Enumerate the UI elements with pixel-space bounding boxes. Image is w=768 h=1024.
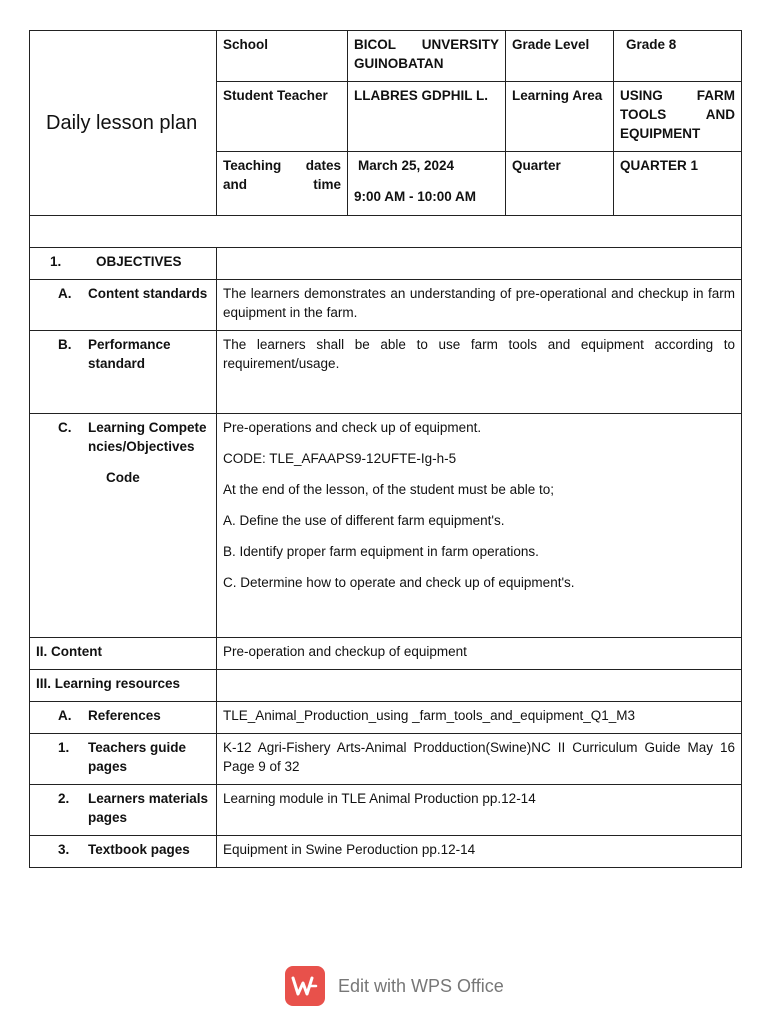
competencies-label: Learning Competencies/Objectives <box>88 420 207 454</box>
learners-materials-text: Learning module in TLE Animal Production pp.12-14 <box>217 785 742 836</box>
competency-line: B. Identify proper farm equipment in farm operations. <box>223 544 539 559</box>
teacher-value: LLABRES GDPHIL L. <box>348 82 506 152</box>
competencies-text-cell <box>217 414 742 638</box>
learners-materials-label: Learners materials pages <box>88 791 209 825</box>
grade-value: Grade 8 <box>614 31 742 82</box>
spacer-row <box>30 216 742 248</box>
teacher-label: Student Teacher <box>217 82 348 152</box>
objectives-num: 1. <box>50 254 62 269</box>
learners-materials-label-cell <box>30 785 217 836</box>
objectives-empty <box>217 248 742 280</box>
wps-edit-label[interactable]: Edit with WPS Office <box>338 975 504 996</box>
competency-code-line: CODE: TLE_AFAAPS9-12UFTE-Ig-h-5 <box>223 451 457 466</box>
area-value: USING FARM TOOLS AND EQUIPMENT <box>614 82 742 152</box>
content-standards-label-cell <box>30 280 217 331</box>
textbook-label-cell <box>30 836 217 868</box>
competency-line: C. Determine how to operate and check up of equipment's. <box>223 575 575 590</box>
teachers-guide-label-cell <box>30 734 217 785</box>
performance-standard-label-cell <box>30 331 217 414</box>
teachers-guide-num: 1. <box>58 740 70 755</box>
performance-standard-label: Performance standard <box>88 337 171 371</box>
competency-line: At the end of the lesson, of the student must be able to; <box>223 482 554 497</box>
objectives-label-cell <box>30 248 217 280</box>
objectives-label: OBJECTIVES <box>96 254 182 269</box>
content-standards-letter: A. <box>58 286 72 301</box>
content-standards-label: Content standards <box>88 286 208 301</box>
performance-standard-letter: B. <box>58 337 72 352</box>
competencies-label-cell <box>30 414 217 638</box>
competency-line: A. Define the use of different farm equipment's. <box>223 513 505 528</box>
time-value: 9:00 AM - 10:00 AM <box>354 189 477 204</box>
quarter-value: QUARTER 1 <box>614 152 742 216</box>
wps-edit-banner[interactable] <box>285 966 504 1006</box>
textbook-label: Textbook pages <box>88 842 190 857</box>
code-label: Code <box>106 470 140 485</box>
content-label: II. Content <box>30 638 217 670</box>
page-title: Daily lesson plan <box>46 111 198 134</box>
quarter-label: Quarter <box>506 152 614 216</box>
resources-label: III. Learning resources <box>30 670 217 702</box>
content-text: Pre-operation and checkup of equipment <box>217 638 742 670</box>
teachers-guide-text: K-12 Agri-Fishery Arts-Animal Prodduction(Swine)NC II Curriculum Guide May 16 Page 9 of 32 <box>217 734 742 785</box>
performance-standard-text: The learners shall be able to use farm tools and equipment according to requirement/usage. <box>217 331 742 414</box>
dates-label: Teaching dates and time <box>217 152 348 216</box>
title-cell <box>30 31 217 216</box>
wps-w-glyph <box>291 975 319 997</box>
wps-logo-icon[interactable] <box>285 966 325 1006</box>
references-label-cell <box>30 702 217 734</box>
teachers-guide-label: Teachers guide pages <box>88 740 187 774</box>
references-label: References <box>88 708 161 723</box>
resources-empty <box>217 670 742 702</box>
dates-value-cell <box>348 152 506 216</box>
content-standards-text: The learners demonstrates an understanding of pre-operational and checkup in farm equipment in the farm. <box>217 280 742 331</box>
school-value: BICOL UNVERSITY GUINOBATAN <box>348 31 506 82</box>
learners-materials-num: 2. <box>58 791 70 806</box>
textbook-text: Equipment in Swine Peroduction pp.12-14 <box>217 836 742 868</box>
references-text: TLE_Animal_Production_using _farm_tools_and_equipment_Q1_M3 <box>217 702 742 734</box>
references-letter: A. <box>58 708 72 723</box>
textbook-num: 3. <box>58 842 70 857</box>
lesson-plan-table <box>29 30 742 868</box>
area-label: Learning Area <box>506 82 614 152</box>
competencies-letter: C. <box>58 420 72 435</box>
objectives-heading <box>36 252 210 271</box>
competency-line: Pre-operations and check up of equipment. <box>223 420 482 435</box>
school-label: School <box>217 31 348 82</box>
date-value: March 25, 2024 <box>358 158 455 173</box>
grade-label: Grade Level <box>506 31 614 82</box>
